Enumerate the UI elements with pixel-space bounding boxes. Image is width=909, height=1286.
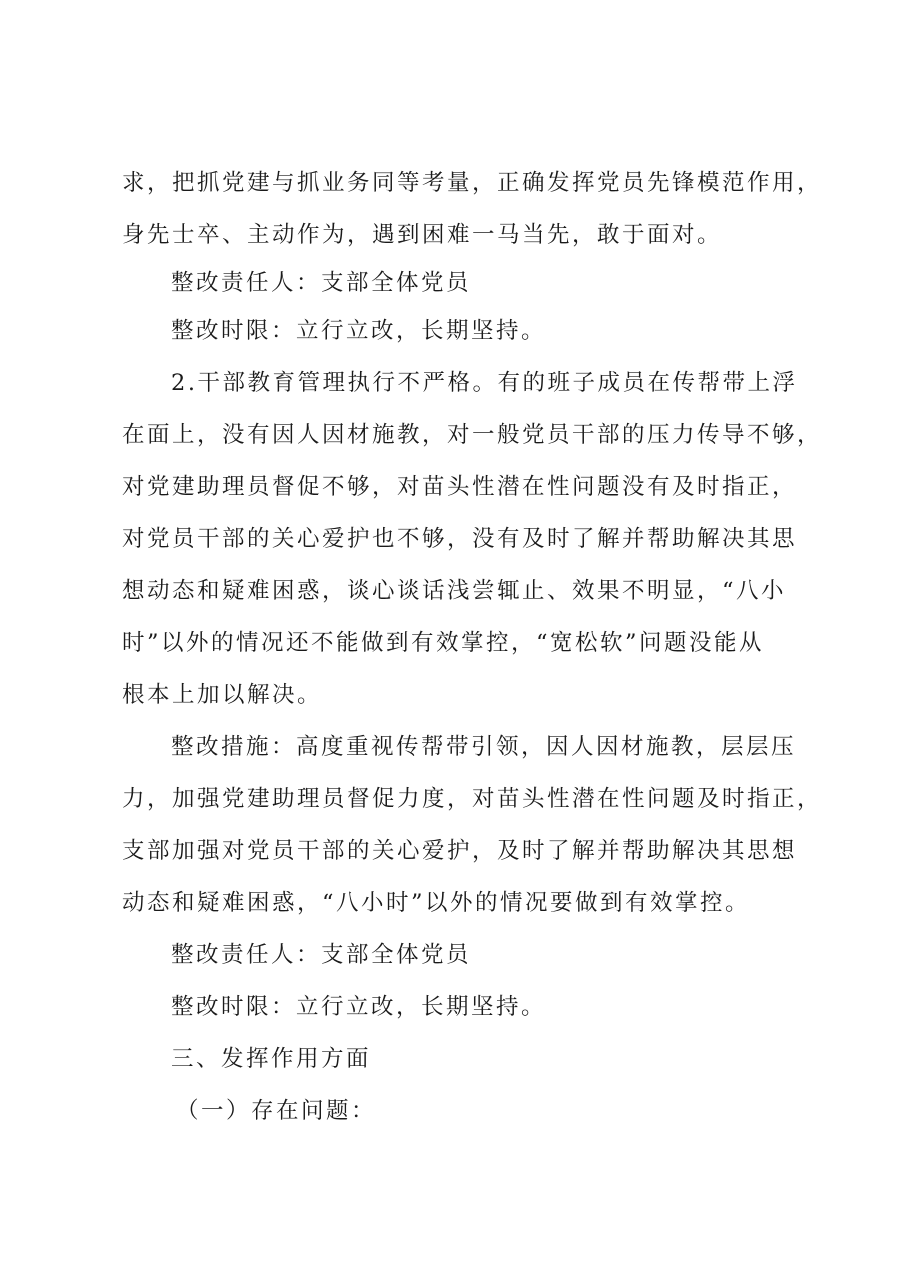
paragraph-line: 在面上，没有因人因材施教，对一般党员干部的压力传导不够， [122, 422, 823, 448]
paragraph-line: 求，把抓党建与抓业务同等考量，正确发挥党员先锋模范作用， [122, 170, 823, 196]
paragraph-line: 根本上加以解决。 [122, 682, 323, 708]
section-item-heading: 2.干部教育管理执行不严格。有的班子成员在传帮带上浮 [171, 370, 798, 396]
paragraph-line: 对党员干部的关心爱护也不够，没有及时了解并帮助解决其思 [122, 526, 798, 552]
paragraph-line: 动态和疑难困惑，“八小时”以外的情况要做到有效掌控。 [122, 890, 751, 916]
subsection-heading: （一）存在问题： [176, 1098, 377, 1124]
paragraph-line: 时”以外的情况还不能做到有效掌控，“宽松软”问题没能从 [122, 630, 765, 656]
section-heading: 三、发挥作用方面 [171, 1046, 372, 1072]
paragraph-line: 对党建助理员督促不够，对苗头性潜在性问题没有及时指正， [122, 474, 798, 500]
paragraph-line: 想动态和疑难困惑，谈心谈话浅尝辄止、效果不明显，“八小 [122, 578, 787, 604]
paragraph-line: 身先士卒、主动作为，遇到困难一马当先，敢于面对。 [122, 222, 723, 248]
rectification-owner-line: 整改责任人：支部全体党员 [171, 942, 472, 968]
paragraph-line: 力，加强党建助理员督促力度，对苗头性潜在性问题及时指正， [122, 786, 823, 812]
rectification-measures-line: 整改措施：高度重视传帮带引领，因人因材施教，层层压 [171, 734, 797, 760]
rectification-deadline-line: 整改时限：立行立改，长期坚持。 [171, 318, 547, 344]
paragraph-line: 支部加强对党员干部的关心爱护，及时了解并帮助解决其思想 [122, 838, 798, 864]
rectification-owner-line: 整改责任人：支部全体党员 [171, 270, 472, 296]
rectification-deadline-line: 整改时限：立行立改，长期坚持。 [171, 994, 547, 1020]
